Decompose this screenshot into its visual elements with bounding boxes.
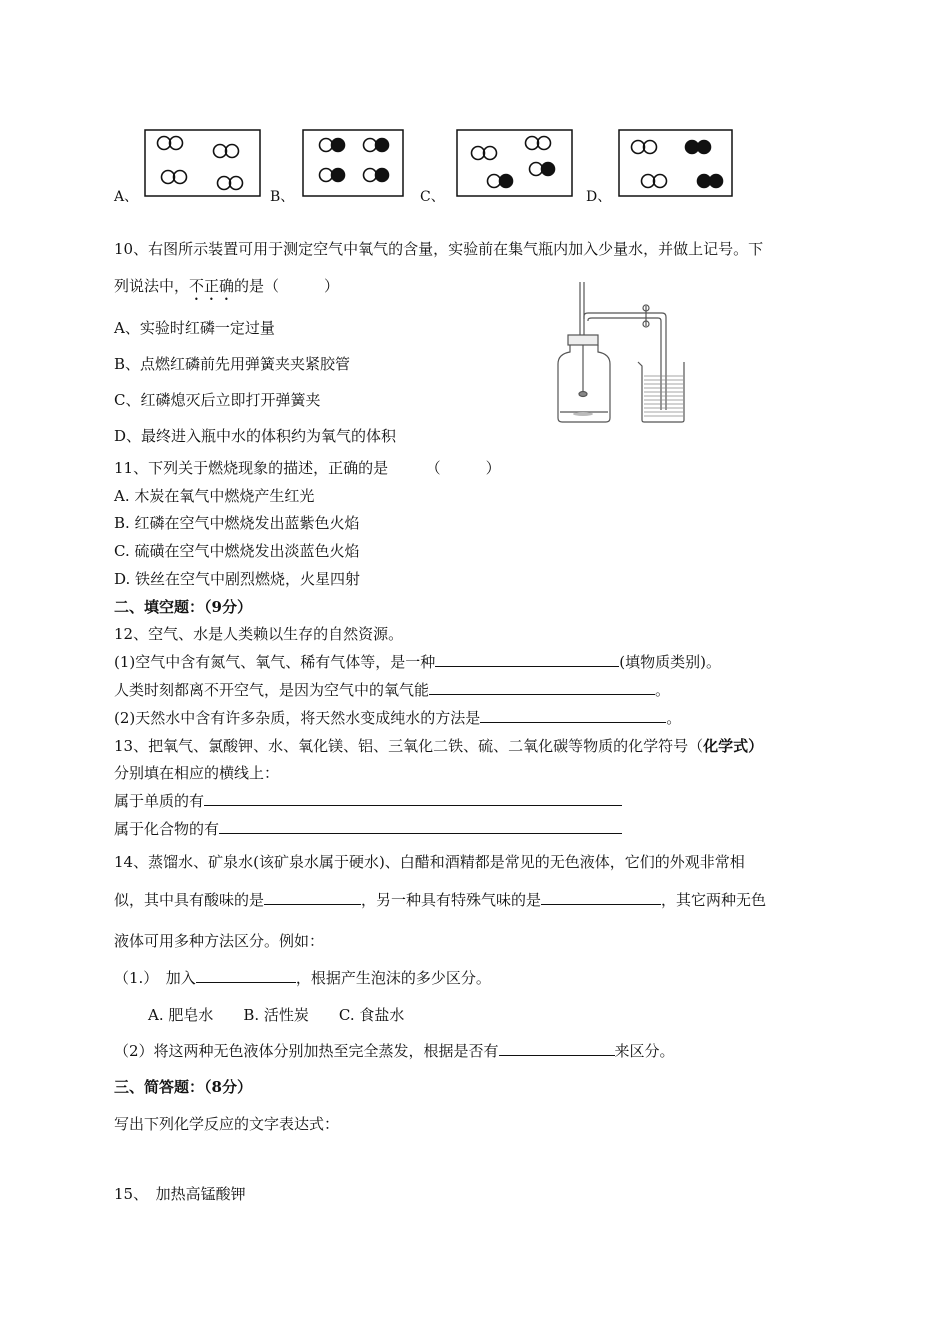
q14-part1-suffix: ，根据产生泡沫的多少区分。 bbox=[295, 969, 491, 987]
question-15: 15、 加热高锰酸钾 bbox=[114, 1185, 246, 1203]
q14-line2-text-c: ，其它两种无色 bbox=[661, 891, 767, 909]
q12-stem: 12、空气、水是人类赖以生存的自然资源。 bbox=[114, 625, 404, 643]
q9-option-d-diagram bbox=[618, 129, 734, 197]
q12-blank-3[interactable] bbox=[480, 708, 666, 723]
q13-compounds-label: 属于化合物的有 bbox=[114, 820, 220, 838]
q10-option-d: D、最终进入瓶中水的体积约为氧气的体积 bbox=[114, 427, 397, 445]
q11-option-b: B. 红磷在空气中燃烧发出蓝紫色火焰 bbox=[114, 514, 360, 532]
q12-part2-text: (2)天然水中含有许多杂质，将天然水变成纯水的方法是 bbox=[114, 709, 481, 727]
oxygen-measurement-apparatus-illustration bbox=[556, 280, 686, 430]
q12-part2 bbox=[114, 708, 681, 728]
q13-elements-line bbox=[114, 791, 622, 811]
q12-part1-suffix: (填物质类别)。 bbox=[619, 653, 721, 671]
q14-blank-additive[interactable] bbox=[196, 968, 296, 983]
q14-line1: 14、蒸馏水、矿泉水(该矿泉水属于硬水)、白醋和酒精都是常见的无色液体，它们的外观非常相 bbox=[114, 853, 745, 871]
q14-part2-text: （2）将这两种无色液体分别加热至完全蒸发，根据是否有 bbox=[114, 1042, 499, 1060]
q12-part2-suffix: 。 bbox=[666, 709, 682, 727]
q14-choices: A. 肥皂水 B. 活性炭 C. 食盐水 bbox=[148, 1006, 405, 1024]
q9-option-a-label: A、 bbox=[114, 189, 139, 205]
q10-option-b: B、点燃红磷前先用弹簧夹夹紧胶管 bbox=[114, 355, 351, 373]
q11-stem: 11、下列关于燃烧现象的描述，正确的是 （ ） bbox=[114, 459, 501, 477]
q10-option-c: C、红磷熄灭后立即打开弹簧夹 bbox=[114, 391, 321, 409]
q9-option-c-diagram bbox=[456, 129, 574, 197]
section-3-intro: 写出下列化学反应的文字表达式： bbox=[114, 1115, 340, 1133]
q14-blank-acid[interactable] bbox=[264, 890, 361, 905]
q11-option-c: C. 硫磺在空气中燃烧发出淡蓝色火焰 bbox=[114, 542, 360, 560]
q13-line2: 分别填在相应的横线上： bbox=[114, 764, 280, 782]
q9-option-b-diagram bbox=[302, 129, 405, 197]
q9-option-c-label: C、 bbox=[420, 189, 445, 205]
q13-elements-label: 属于单质的有 bbox=[114, 792, 205, 810]
q14-blank-smell[interactable] bbox=[541, 890, 661, 905]
q12-part1-text: (1)空气中含有氮气、氧气、稀有气体等，是一种 bbox=[114, 653, 436, 671]
q10-stem-post: 的是（ ） bbox=[234, 277, 340, 295]
q10-option-a: A、实验时红磷一定过量 bbox=[114, 319, 275, 337]
q12-part1b bbox=[114, 680, 670, 700]
q12-part1 bbox=[114, 652, 721, 672]
q14-part1-text: （1.） 加入 bbox=[114, 969, 196, 987]
q9-option-d-label: D、 bbox=[586, 189, 612, 205]
q14-line3: 液体可用多种方法区分。例如： bbox=[114, 932, 325, 950]
q14-line2-text-a: 似，其中具有酸味的是 bbox=[114, 891, 265, 909]
q10-stem-pre: 列说法中， bbox=[114, 277, 190, 295]
q13-stem-text: 13、把氧气、氯酸钾、水、氧化镁、铝、三氧化二铁、硫、二氧化碳等物质的化学符号（ bbox=[114, 737, 704, 755]
section-3-heading: 三、简答题：（8分） bbox=[114, 1078, 252, 1096]
q12-part1b-text: 人类时刻都离不开空气，是因为空气中的氧气能 bbox=[114, 681, 430, 699]
q12-blank-2[interactable] bbox=[429, 680, 655, 695]
q13-compounds-blank[interactable] bbox=[219, 819, 622, 834]
q10-stem-line1: 10、右图所示装置可用于测定空气中氧气的含量，实验前在集气瓶内加入少量水，并做上记号。下 bbox=[114, 240, 764, 258]
q12-part1b-suffix: 。 bbox=[655, 681, 671, 699]
section-2-heading: 二、填空题：（9分） bbox=[114, 598, 252, 616]
q14-part2 bbox=[114, 1041, 675, 1061]
q13-compounds-line bbox=[114, 819, 622, 839]
q13-elements-blank[interactable] bbox=[204, 791, 622, 806]
q14-part2-suffix: 来区分。 bbox=[614, 1042, 675, 1060]
q10-stem-emphasis: 不正确 bbox=[189, 277, 235, 295]
q13-stem-bold: 化学式） bbox=[703, 737, 764, 755]
q14-blank-residue[interactable] bbox=[499, 1041, 615, 1056]
q11-option-a: A. 木炭在氧气中燃烧产生红光 bbox=[114, 487, 315, 505]
q10-stem-line2 bbox=[114, 276, 339, 304]
q13-stem bbox=[114, 736, 763, 756]
q14-line2 bbox=[114, 890, 766, 910]
q11-option-d: D. 铁丝在空气中剧烈燃烧，火星四射 bbox=[114, 570, 361, 588]
q9-option-b-label: B、 bbox=[270, 189, 295, 205]
q12-blank-1[interactable] bbox=[435, 652, 619, 667]
q14-line2-text-b: ，另一种具有特殊气味的是 bbox=[361, 891, 542, 909]
q14-part1 bbox=[114, 968, 491, 988]
q9-option-a-diagram bbox=[144, 129, 262, 197]
